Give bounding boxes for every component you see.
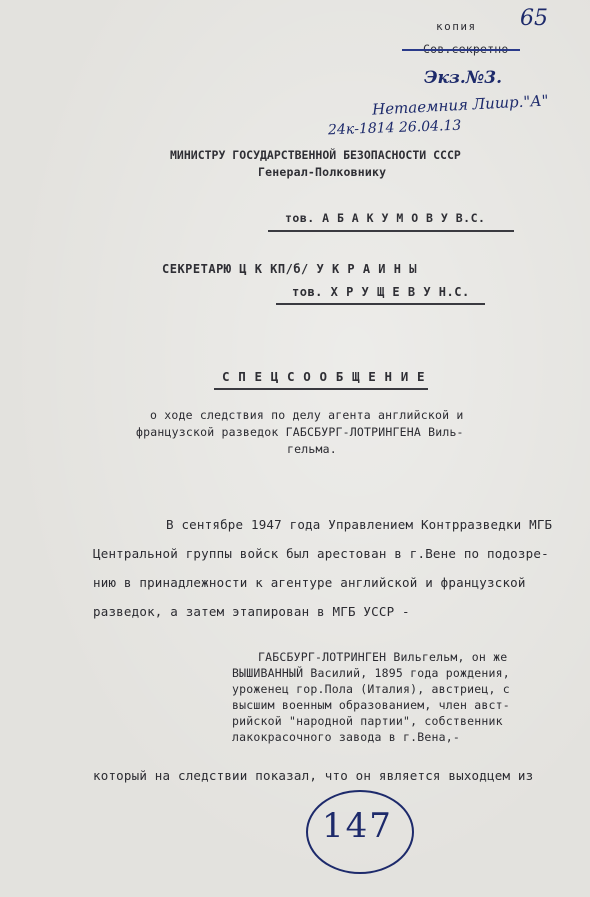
heading-underline bbox=[214, 388, 428, 390]
subject-line-2: ВЫШИВАННЫЙ Василий, 1895 года рождения, bbox=[232, 666, 510, 680]
secretary-line: СЕКРЕТАРЮ Ц К КП/б/ У К Р А И Н Ы bbox=[162, 262, 417, 276]
subtitle-line-3: гельма. bbox=[287, 442, 337, 456]
document-heading: С П Е Ц С О О Б Щ Е Н И Е bbox=[222, 369, 426, 384]
paragraph-1-line-2: Центральной группы войск был арестован в г.Вене по подозре- bbox=[93, 546, 549, 561]
subject-line-5: рийской "народной партии", собственник bbox=[232, 714, 503, 728]
subject-line-4: высшим военным образованием, член авст- bbox=[232, 698, 510, 712]
subject-line-6: лакокрасочного завода в г.Вена,- bbox=[232, 730, 460, 744]
paragraph-1-line-4: разведок, а затем этапирован в МГБ УССР - bbox=[93, 604, 410, 619]
subject-line-3: уроженец гор.Пола (Италия), австриец, с bbox=[232, 682, 510, 696]
page-number: 147 bbox=[322, 806, 393, 846]
secretary-addressee-name: тов. Х Р У Щ Е В У Н.С. bbox=[292, 285, 470, 299]
ministry-line-2: Генерал-Полковнику bbox=[258, 165, 387, 179]
secretary-name-underline bbox=[276, 303, 485, 305]
subtitle-line-1: о ходе следствия по делу агента английской и bbox=[150, 408, 464, 422]
paragraph-1-line-1: В сентябре 1947 года Управлением Контрразведки МГБ bbox=[166, 517, 553, 532]
paragraph-2-line-1: который на следствии показал, что он является выходцем из bbox=[93, 768, 534, 783]
archive-reference: 24к-1814 26.04.13 bbox=[327, 117, 462, 139]
copy-number: Экз.№3. bbox=[424, 68, 503, 88]
ministry-line-1: МИНИСТРУ ГОСУДАРСТВЕННОЙ БЕЗОПАСНОСТИ СССР bbox=[170, 148, 461, 162]
folio-number: 65 bbox=[520, 6, 548, 31]
ministry-name-underline bbox=[268, 230, 514, 232]
paragraph-1-line-3: нию в принадлежности к агентуре английской и французской bbox=[93, 575, 526, 590]
subtitle-line-2: французской разведок ГАБСБУРГ-ЛОТРИНГЕНА Виль- bbox=[136, 425, 464, 439]
handwritten-note: Нетаемния Лишр."А" bbox=[371, 91, 549, 119]
subject-line-1: ГАБСБУРГ-ЛОТРИНГЕН Вильгельм, он же bbox=[258, 650, 508, 664]
classification-strikethrough bbox=[402, 49, 520, 51]
ministry-addressee-name: тов. А Б А К У М О В У В.С. bbox=[285, 211, 486, 225]
copy-label: копия bbox=[436, 20, 477, 33]
